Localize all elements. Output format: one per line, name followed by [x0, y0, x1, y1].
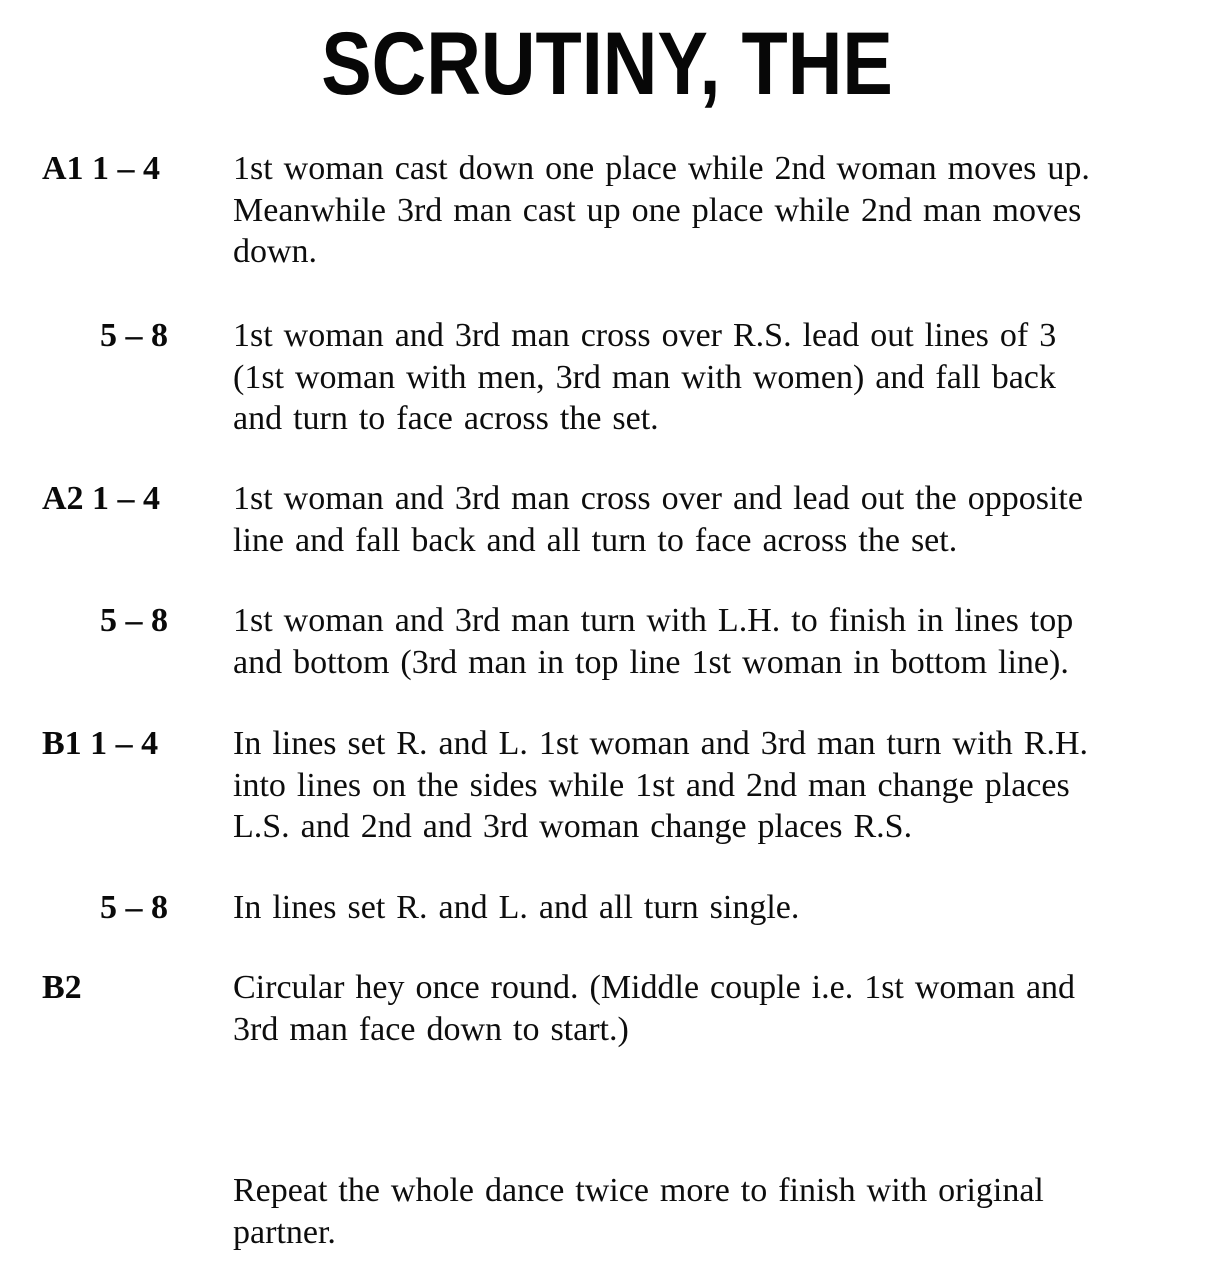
text-line: 1st woman and 3rd man cross over R.S. lead out lines of 3 — [233, 317, 1057, 354]
section-text — [233, 148, 1193, 273]
text-line: into lines on the sides while 1st and 2nd man change places — [233, 766, 1070, 804]
section-text — [233, 887, 1193, 929]
section-label: 5 – 8 — [100, 889, 168, 926]
section-label: A2 1 – 4 — [42, 480, 161, 517]
section-label: 5 – 8 — [100, 317, 168, 354]
section-text — [233, 478, 1193, 561]
text-line: partner. — [233, 1213, 336, 1251]
text-line: and turn to face across the set. — [233, 400, 659, 437]
section-label: 5 – 8 — [100, 602, 168, 639]
text-line: down. — [233, 233, 318, 270]
section-label: A1 1 – 4 — [42, 150, 161, 187]
text-line: Circular hey once round. (Middle couple i.e. 1st woman and — [233, 969, 1076, 1006]
section-text — [233, 600, 1193, 683]
text-line: In lines set R. and L. and all turn single. — [233, 889, 800, 926]
text-line: 3rd man face down to start.) — [233, 1010, 629, 1048]
section-text — [233, 967, 1193, 1050]
text-line: 1st woman cast down one place while 2nd woman moves up. — [233, 150, 1090, 187]
page-title: SCRUTINY, THE — [321, 13, 893, 113]
section-text — [233, 723, 1193, 848]
text-line: L.S. and 2nd and 3rd woman change places R.S. — [233, 808, 913, 845]
text-line: (1st woman with men, 3rd man with women) and fall back — [233, 358, 1056, 396]
section-label: B1 1 – 4 — [42, 725, 159, 762]
text-line: Repeat the whole dance twice more to finish with original — [233, 1172, 1044, 1209]
text-line: line and fall back and all turn to face across the set. — [233, 521, 958, 559]
text-line: Meanwhile 3rd man cast up one place while 2nd man moves — [233, 191, 1082, 229]
section-text — [233, 315, 1193, 440]
text-line: 1st woman and 3rd man turn with L.H. to finish in lines top — [233, 602, 1074, 639]
section-text — [233, 1170, 1193, 1253]
text-line: and bottom (3rd man in top line 1st woman in bottom line). — [233, 643, 1069, 681]
text-line: 1st woman and 3rd man cross over and lead out the opposite — [233, 480, 1083, 517]
text-line: In lines set R. and L. 1st woman and 3rd man turn with R.H. — [233, 725, 1089, 762]
section-label: B2 — [42, 969, 82, 1006]
